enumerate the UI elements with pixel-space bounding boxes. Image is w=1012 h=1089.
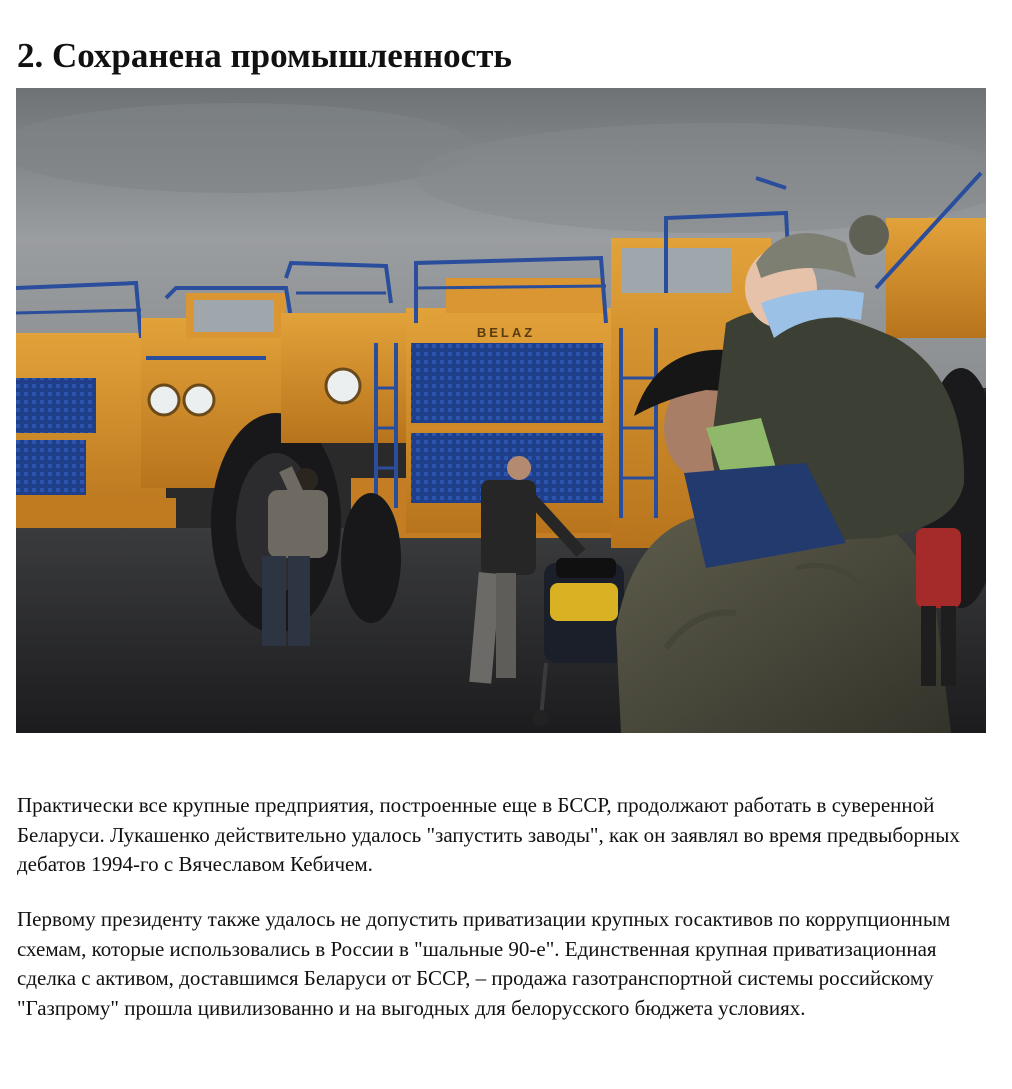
article-paragraph-1: Практически все крупные предприятия, построенные еще в БССР, продолжают работать в суверенной Беларуси. Лукашенко действительно удалось "запустить заводы", как он заявлял во время предвыборных дебатов 1994-го с Вячеславом Кебичем. [17,793,960,876]
truck-brand-label: BELAZ [476,325,536,340]
article-photo [16,88,986,733]
section-heading: 2. Сохранена промышленность [17,36,512,75]
photo-illustration [16,88,986,733]
article-paragraph-2: Первому президенту также удалось не допустить приватизации крупных госактивов по коррупционным схемам, которые использовались в России в "шальные 90-е". Единственная крупная приватизационная сделка с активом, доставшимся Беларуси от БССР, – продажа газотранспортной системы российскому "Газпрому" прошла цивилизованно и на выгодных для белорусского бюджета условиях. [17,907,951,1020]
